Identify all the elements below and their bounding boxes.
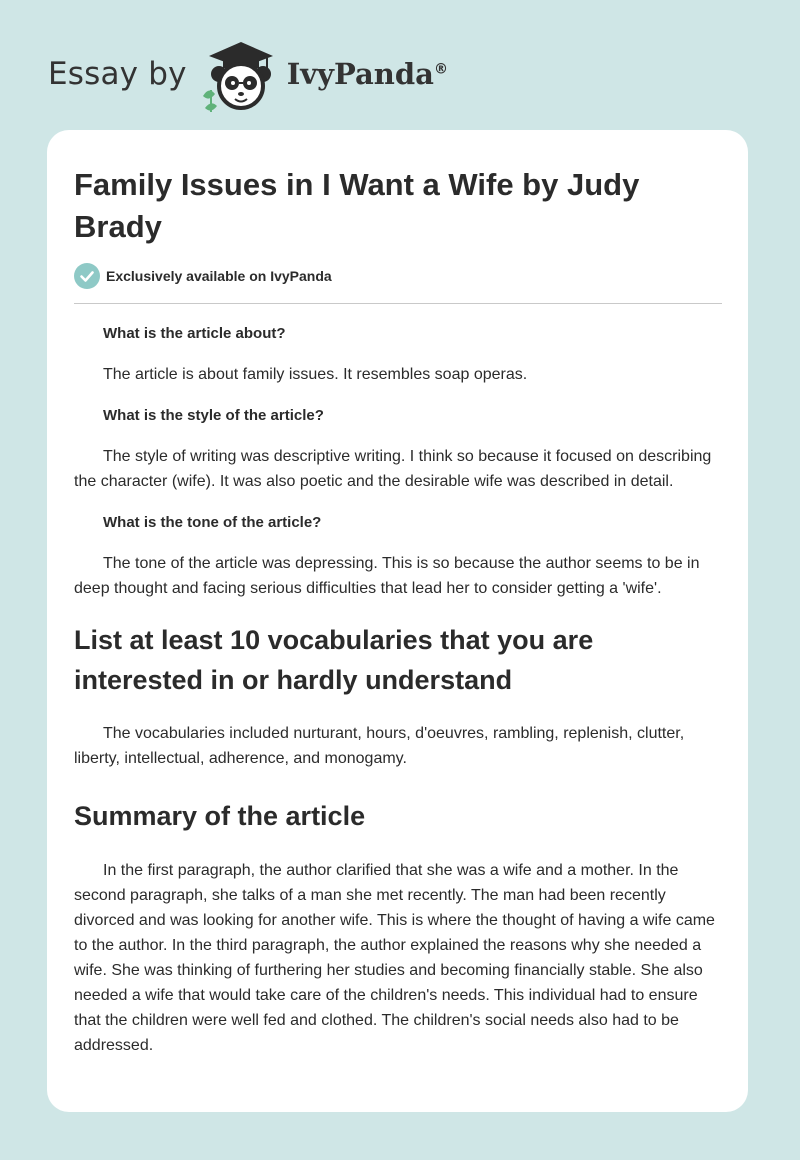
badge-label: Exclusively available on IvyPanda: [106, 268, 332, 284]
check-circle-icon: [74, 263, 100, 289]
answer-paragraph: The style of writing was descriptive writing. I think so because it focused on describing the character (wife). It was also poetic and the desirable wife was described in detail.: [74, 448, 712, 490]
section-heading: Summary of the article: [74, 801, 366, 831]
section-paragraph: The vocabularies included nurturant, hours, d'oeuvres, rambling, replenish, clutter, liberty, intellectual, adherence, and monogamy.: [74, 725, 685, 767]
brand-prefix: Essay by: [48, 56, 187, 92]
article-body: [74, 321, 722, 1058]
question-heading: What is the article about?: [103, 325, 286, 342]
page-title: Family Issues in I Want a Wife by Judy Brady: [74, 167, 640, 244]
essay-card: [47, 130, 748, 1112]
brand-name: IvyPanda®: [286, 57, 448, 91]
brand-header: [48, 34, 448, 114]
answer-paragraph: The tone of the article was depressing. This is so because the author seems to be in deep thought and facing serious difficulties that lead her to consider getting a 'wife'.: [74, 555, 700, 597]
panda-graduate-icon: [197, 34, 285, 114]
section-paragraph: In the first paragraph, the author clarified that she was a wife and a mother. In the second paragraph, she talks of a man she met recently. The man had been recently divorced and was looking for another wife. This is where the thought of having a wife came to the author. In the third paragraph, the author explained the reasons why she needed a wife. She was thinking of furthering her studies and becoming financially stable. She also needed a wife that would take care of the children's needs. This individual had to ensure that the children were well fed and clothed. The children's social needs also had to be addressed.: [74, 862, 715, 1054]
divider: [74, 303, 722, 304]
section-heading: List at least 10 vocabularies that you are interested in or hardly understand: [74, 625, 594, 695]
question-heading: What is the style of the article?: [103, 407, 324, 424]
question-heading: What is the tone of the article?: [103, 514, 322, 531]
answer-paragraph: The article is about family issues. It resembles soap operas.: [103, 366, 528, 383]
exclusive-badge: [74, 263, 332, 289]
